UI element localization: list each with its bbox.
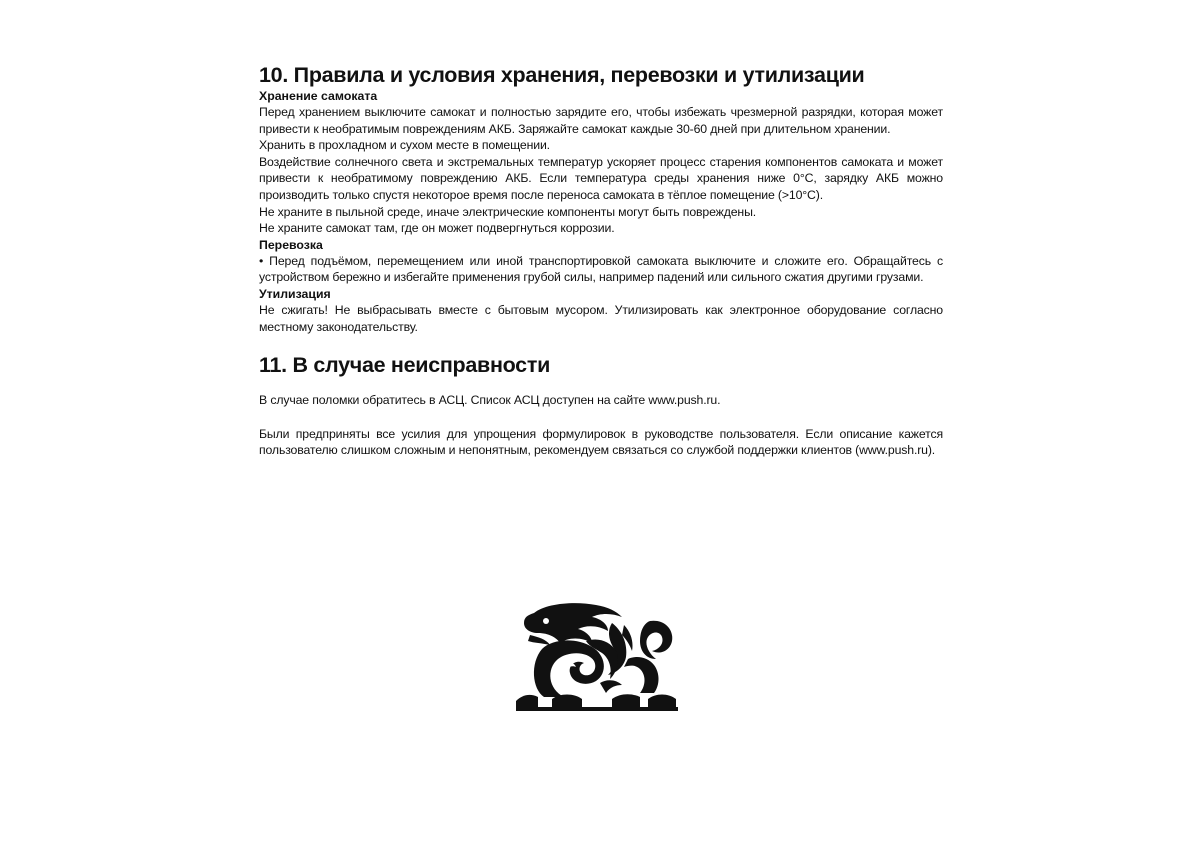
section-10-title: 10. Правила и условия хранения, перевозки и утилизации xyxy=(259,63,865,87)
storage-heading: Хранение самоката xyxy=(259,89,378,103)
service-paragraph: В случае поломки обратитесь в АСЦ. Список АСЦ доступен на сайте www.push.ru. xyxy=(259,393,721,408)
brand-logo xyxy=(516,601,678,711)
disposal-paragraph: Не сжигать! Не выбрасывать вместе с бытовым мусором. Утилизировать как электронное оборудование согласно местному законодательству. xyxy=(259,302,943,334)
dragon-lion-emblem-icon xyxy=(516,601,678,711)
storage-paragraph-2: Хранить в прохладном и сухом месте в помещении. xyxy=(259,138,550,153)
storage-paragraph-5: Не храните самокат там, где он может подвергнуться коррозии. xyxy=(259,221,615,236)
section-11-title: 11. В случае неисправности xyxy=(259,353,550,378)
transport-heading: Перевозка xyxy=(259,237,323,252)
storage-paragraph-1: Перед хранением выключите самокат и полностью зарядите его, чтобы избежать чрезмерной разрядки, которая может привести к необратимым повреждениям АКБ. Заряжайте самокат каждые 30-60 дней при длительном хранении. xyxy=(259,105,943,136)
transport-paragraph: • Перед подъёмом, перемещением или иной транспортировкой самоката выключите и сложите его. Обращайтесь с устройством бережно и избегайте применения грубой силы, например падений или сильного сжатия другими грузами. xyxy=(259,253,943,285)
manual-page xyxy=(259,62,943,459)
support-paragraph: Были предприняты все усилия для упрощения формулировок в руководстве пользователя. Если описание кажется пользователю слишком сложным и непонятным, рекомендуем связаться со службой поддержки клиентов (www.push.ru). xyxy=(259,426,943,458)
storage-paragraph-3: Воздействие солнечного света и экстремальных температур ускоряет процесс старения компонентов самоката и может привести к необратимому повреждению АКБ. Если температура среды хранения ниже 0°C, зарядку АКБ можно производить только спустя некоторое время после переноса самоката в тёплое помещение (>10°C). xyxy=(259,154,943,202)
storage-paragraph-4: Не храните в пыльной среде, иначе электрические компоненты могут быть повреждены. xyxy=(259,204,757,219)
disposal-heading: Утилизация xyxy=(259,286,331,301)
